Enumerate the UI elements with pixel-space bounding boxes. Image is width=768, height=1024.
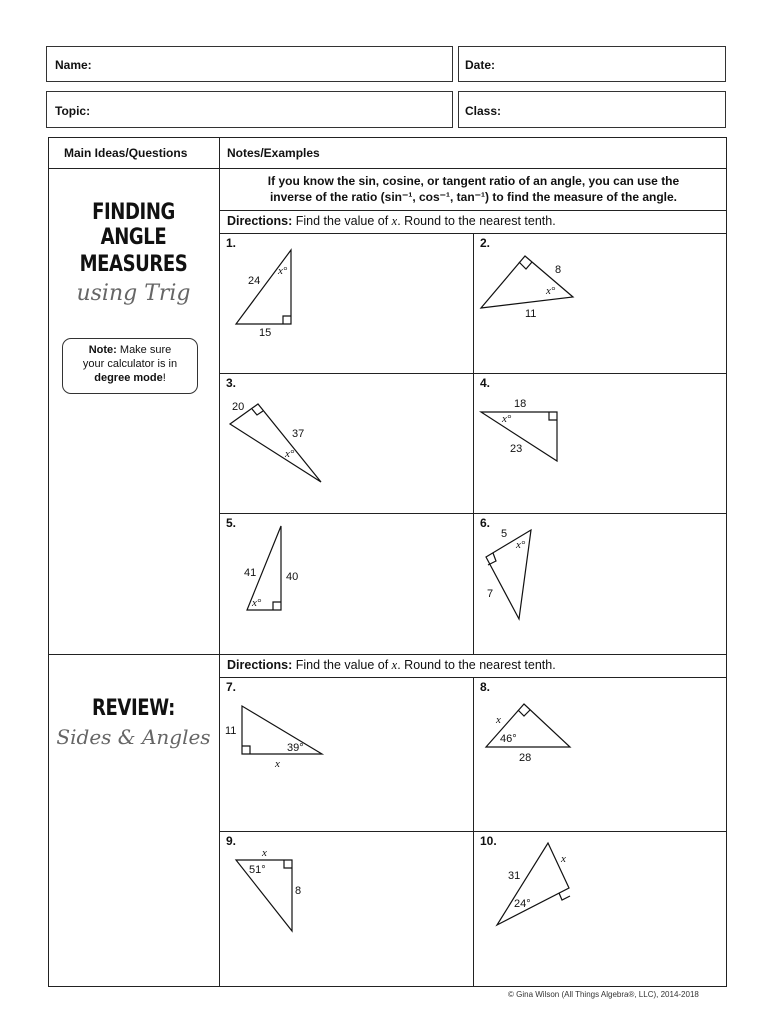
label-9-c: 8 bbox=[295, 885, 302, 897]
header-row-divider bbox=[48, 168, 727, 169]
label-1-a: 24 bbox=[248, 275, 261, 287]
problem-5-number: 5. bbox=[226, 516, 237, 530]
note-end: ! bbox=[162, 372, 166, 384]
note-text2: your calculator is in bbox=[82, 358, 178, 370]
label-2-c: 11 bbox=[525, 308, 537, 320]
label-6-c: 7 bbox=[487, 588, 494, 600]
calculator-note bbox=[62, 338, 198, 394]
problem-10-number: 10. bbox=[480, 834, 497, 848]
label-3-c: x° bbox=[285, 448, 295, 460]
grid1-vertical bbox=[473, 233, 474, 654]
class-label: Class: bbox=[465, 104, 502, 118]
problem-9-number: 9. bbox=[226, 834, 237, 848]
grid2-row-divider bbox=[219, 831, 727, 832]
label-4-c: 23 bbox=[510, 443, 523, 455]
name-label: Name: bbox=[55, 58, 92, 72]
note-bold2: degree mode bbox=[94, 372, 163, 384]
label-7-c: x bbox=[275, 758, 280, 770]
label-4-b: x° bbox=[502, 413, 512, 425]
label-8-b: 46° bbox=[500, 733, 517, 745]
directions-1 bbox=[227, 214, 556, 229]
grid1-row-divider-2 bbox=[219, 513, 727, 514]
problem-1-number: 1. bbox=[226, 236, 237, 250]
label-6-b: x° bbox=[516, 539, 526, 551]
section1-title-line1: FINDING ANGLE bbox=[92, 200, 175, 250]
class-field[interactable] bbox=[458, 91, 726, 128]
label-6-a: 5 bbox=[501, 528, 508, 540]
intro-line1: If you know the sin, cosine, or tangent ratio of an angle, you can use the bbox=[267, 174, 680, 188]
grid1-row-divider-1 bbox=[219, 373, 727, 374]
label-4-a: 18 bbox=[514, 398, 527, 410]
topic-field[interactable] bbox=[46, 91, 453, 128]
section2-title-line1: REVIEW: bbox=[92, 696, 175, 721]
col-header-main-ideas: Main Ideas/Questions bbox=[64, 146, 188, 160]
label-10-a: 31 bbox=[508, 870, 521, 882]
directions-1-text: Find the value of bbox=[292, 214, 392, 228]
directions-1-label: Directions: bbox=[227, 214, 293, 228]
label-9-a: x bbox=[262, 847, 267, 859]
section1-title bbox=[48, 200, 219, 306]
grid2-vertical bbox=[473, 677, 474, 987]
label-10-b: x bbox=[561, 853, 566, 865]
label-2-b: x° bbox=[546, 285, 556, 297]
note-text1: Make sure bbox=[116, 344, 172, 356]
problem-3-number: 3. bbox=[226, 376, 237, 390]
label-10-c: 24° bbox=[514, 898, 531, 910]
directions-2-text: Find the value of bbox=[292, 658, 392, 672]
section2-title bbox=[48, 696, 219, 749]
problem-6-number: 6. bbox=[480, 516, 491, 530]
date-field[interactable] bbox=[458, 46, 726, 82]
copyright-footer: © Gina Wilson (All Things Algebra®, LLC), 2014-2018 bbox=[508, 990, 699, 999]
section-divider bbox=[48, 654, 727, 655]
problem-7-number: 7. bbox=[226, 680, 237, 694]
section2-title-script: Sides & Angles bbox=[56, 725, 211, 749]
label-2-a: 8 bbox=[555, 264, 562, 276]
intro-line2: inverse of the ratio (sin⁻¹, cos⁻¹, tan⁻¹) to find the measure of the angle. bbox=[269, 190, 678, 204]
directions-2-end: . Round to the nearest tenth. bbox=[397, 658, 556, 672]
directions-1-var: x bbox=[391, 214, 398, 228]
label-5-c: x° bbox=[252, 597, 262, 609]
directions-2 bbox=[227, 658, 556, 673]
name-field[interactable] bbox=[46, 46, 453, 82]
problem-8-number: 8. bbox=[480, 680, 491, 694]
label-9-b: 51° bbox=[249, 864, 266, 876]
label-3-b: 37 bbox=[292, 428, 305, 440]
label-5-a: 41 bbox=[244, 567, 257, 579]
note-bold: Note: bbox=[88, 344, 117, 356]
label-7-b: 39° bbox=[287, 742, 304, 754]
label-3-a: 20 bbox=[232, 401, 245, 413]
directions-2-var: x bbox=[391, 658, 398, 672]
label-8-c: 28 bbox=[519, 752, 532, 764]
label-1-c: 15 bbox=[259, 327, 272, 339]
section1-title-line2: MEASURES bbox=[79, 252, 188, 277]
topic-label: Topic: bbox=[55, 104, 91, 118]
intro-text bbox=[220, 173, 727, 205]
problem-4-number: 4. bbox=[480, 376, 491, 390]
label-8-a: x bbox=[496, 714, 501, 726]
label-5-b: 40 bbox=[286, 571, 299, 583]
section1-title-script: using Trig bbox=[76, 281, 191, 306]
date-label: Date: bbox=[465, 58, 496, 72]
label-7-a: 11 bbox=[225, 725, 237, 737]
intro-divider bbox=[219, 210, 727, 211]
problem-2-number: 2. bbox=[480, 236, 491, 250]
col-header-notes: Notes/Examples bbox=[227, 146, 320, 160]
directions-1-end: . Round to the nearest tenth. bbox=[397, 214, 556, 228]
directions-2-label: Directions: bbox=[227, 658, 293, 672]
column-divider bbox=[219, 137, 220, 987]
label-1-b: x° bbox=[278, 265, 288, 277]
